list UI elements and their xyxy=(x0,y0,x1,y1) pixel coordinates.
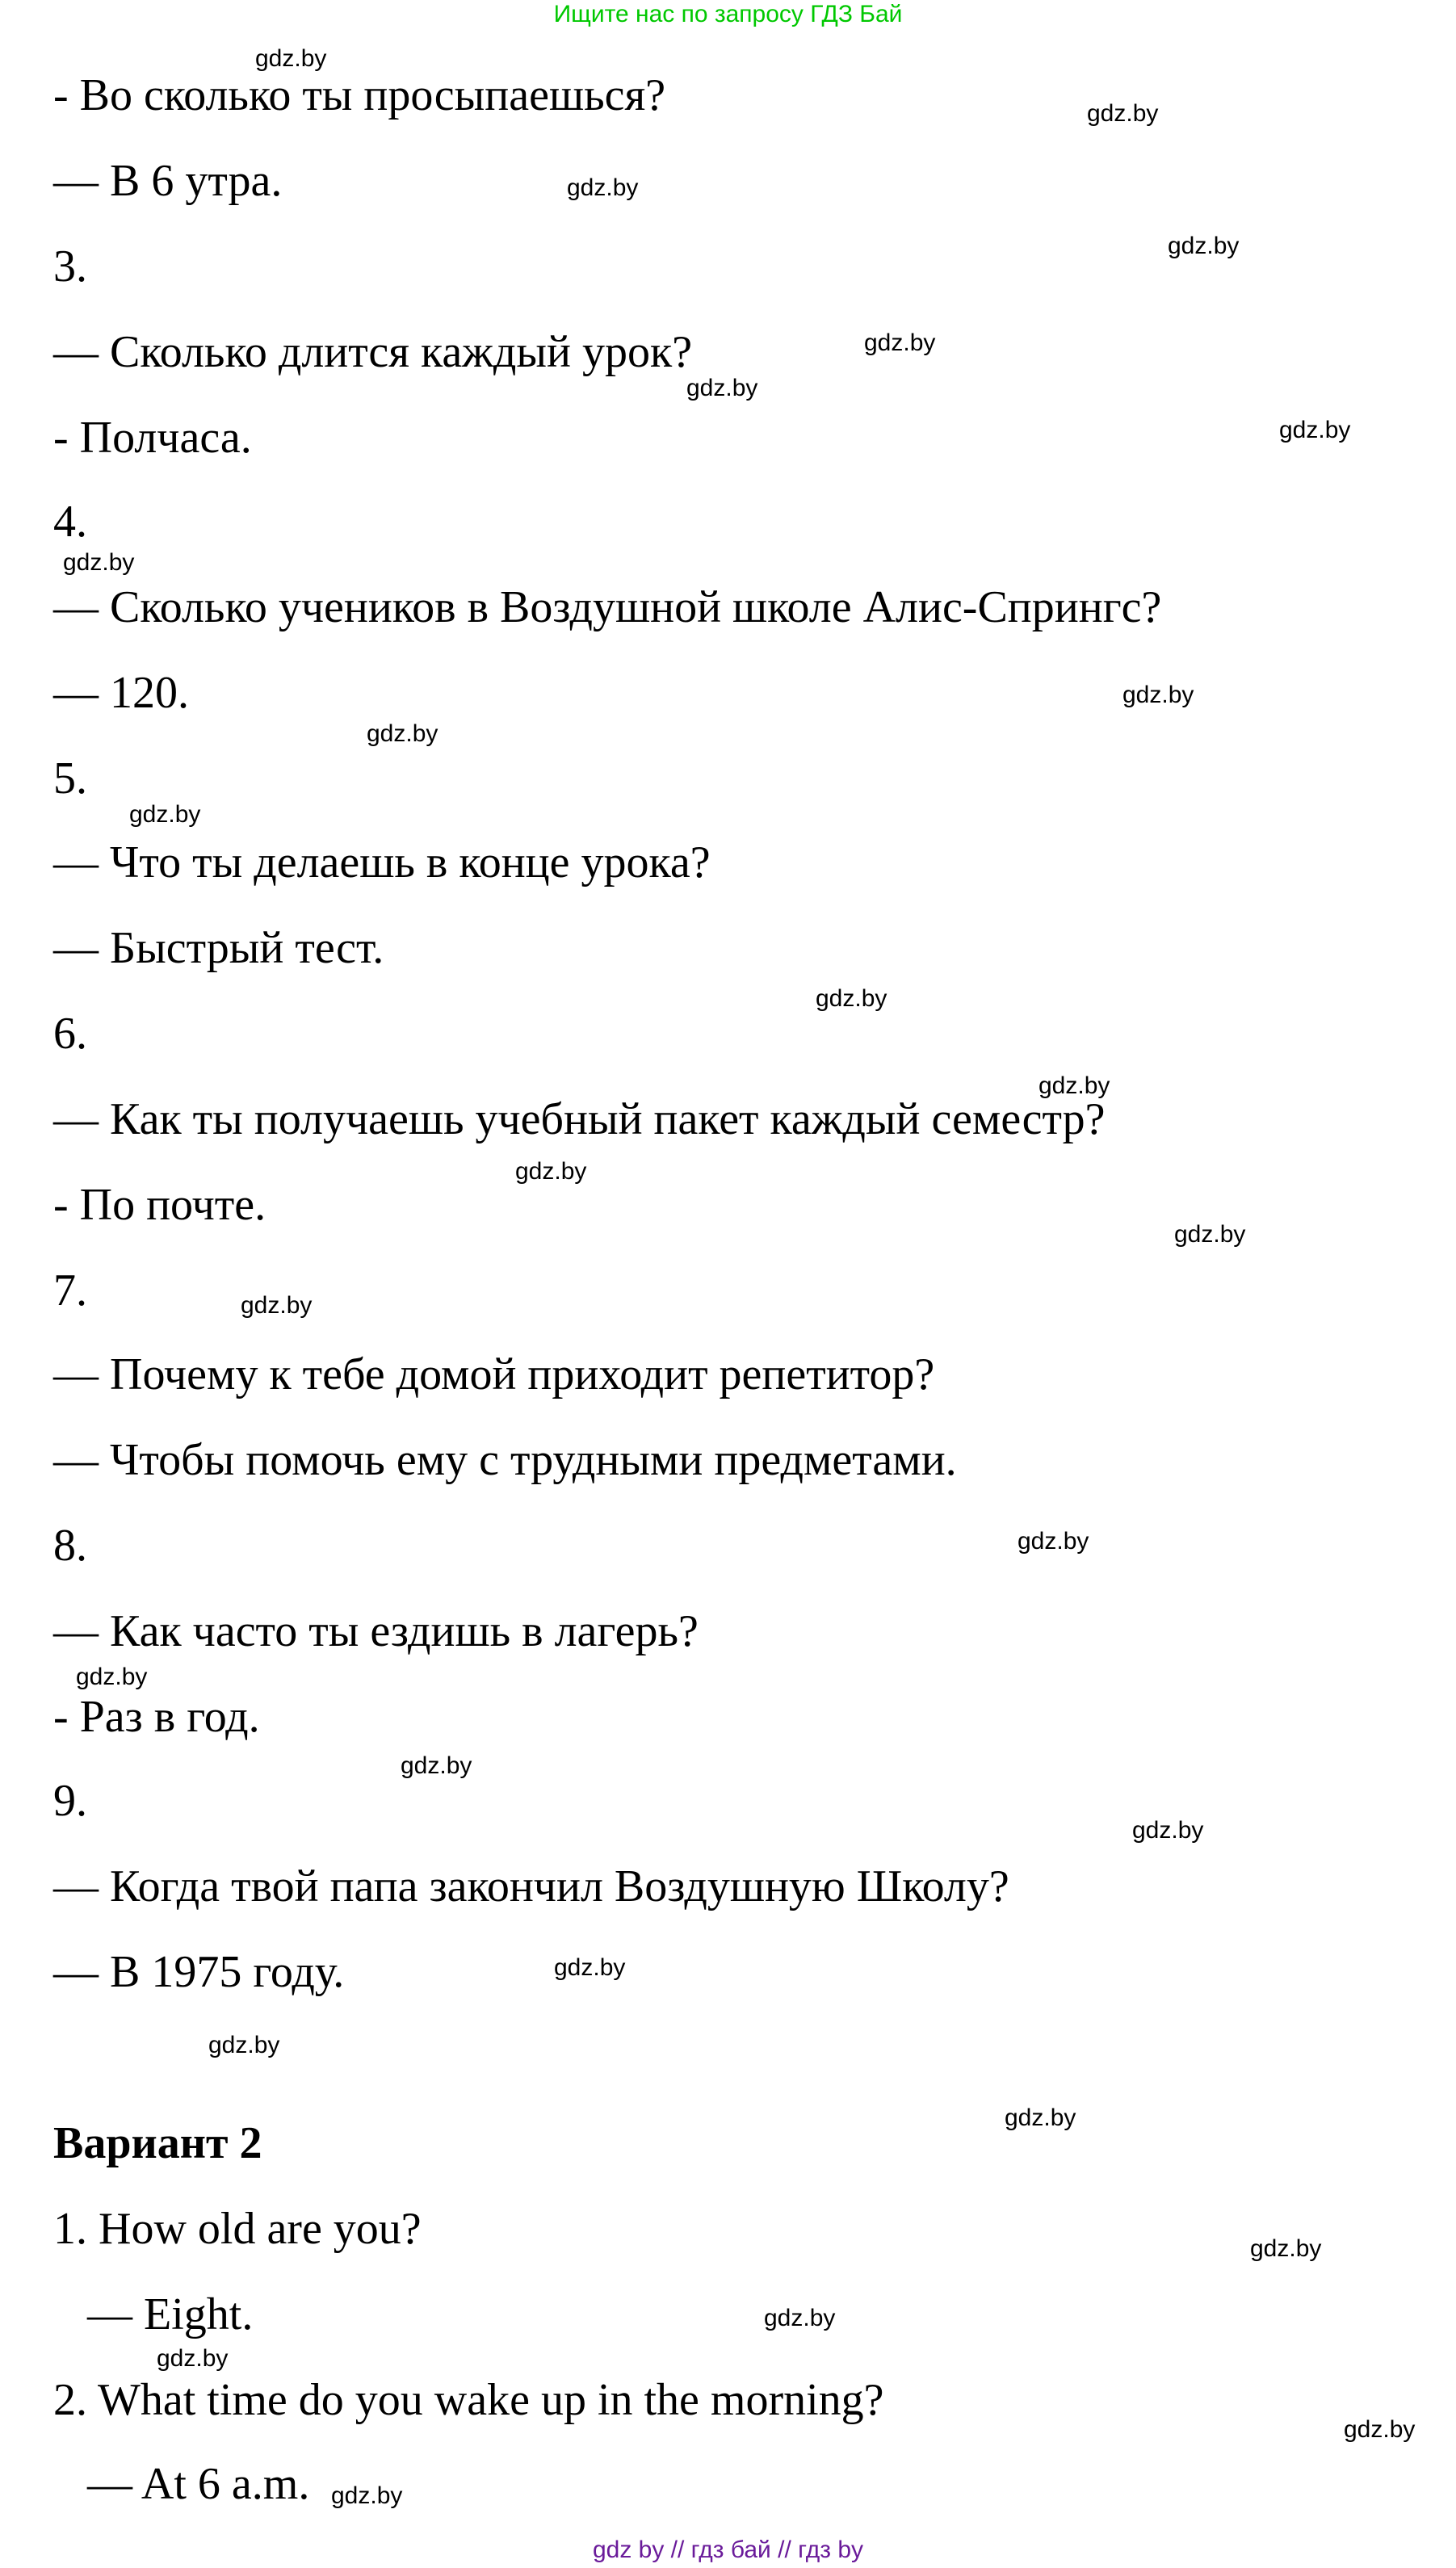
v1-q9-number: 9. xyxy=(53,1776,87,1826)
watermark: gdz.by xyxy=(1087,100,1159,127)
v1-q9-question: — Когда твой папа закончил Воздушную Школу? xyxy=(53,1861,1009,1911)
watermark: gdz.by xyxy=(864,329,936,356)
watermark: gdz.by xyxy=(1018,1528,1089,1555)
v1-q3-number: 3. xyxy=(53,241,87,292)
v1-q8-number: 8. xyxy=(53,1521,87,1571)
watermark: gdz.by xyxy=(1250,2235,1322,2262)
v2-q2-question: 2. What time do you wake up in the morning? xyxy=(53,2375,884,2425)
v1-q4-question: — Сколько учеников в Воздушной школе Алис-Спрингс? xyxy=(53,582,1162,632)
watermark: gdz.by xyxy=(1005,2104,1076,2131)
watermark: gdz.by xyxy=(764,2305,836,2331)
v1-q2-answer: — В 6 утра. xyxy=(53,156,283,206)
watermark: gdz.by xyxy=(129,801,201,828)
v1-q6-number: 6. xyxy=(53,1009,87,1059)
watermark: gdz.by xyxy=(1132,1817,1204,1844)
watermark: gdz.by xyxy=(401,1752,472,1779)
v1-q8-question: — Как часто ты ездишь в лагерь? xyxy=(53,1606,699,1656)
watermark: gdz.by xyxy=(367,720,438,747)
watermark: gdz.by xyxy=(1122,682,1194,708)
watermark: gdz.by xyxy=(816,985,887,1012)
v1-q7-answer: — Чтобы помочь ему с трудными предметами. xyxy=(53,1435,957,1485)
v1-q5-question: — Что ты делаешь в конце урока? xyxy=(53,837,711,887)
v1-q2-question: - Во сколько ты просыпаешься? xyxy=(53,70,666,120)
watermark: gdz.by xyxy=(515,1158,587,1185)
v1-q6-question: — Как ты получаешь учебный пакет каждый семестр? xyxy=(53,1094,1106,1144)
watermark: gdz.by xyxy=(63,549,135,576)
v1-q7-question: — Почему к тебе домой приходит репетитор? xyxy=(53,1349,935,1399)
watermark: gdz.by xyxy=(554,1954,626,1981)
v1-q9-answer: — В 1975 году. xyxy=(53,1947,345,1997)
variant2-heading: Вариант 2 xyxy=(53,2118,262,2168)
v1-q8-answer: - Раз в год. xyxy=(53,1692,260,1742)
watermark: gdz.by xyxy=(157,2345,229,2372)
watermark: gdz.by xyxy=(1344,2416,1416,2443)
v2-q1-question: 1. How old are you? xyxy=(53,2204,422,2254)
watermark: gdz.by xyxy=(208,2032,280,2058)
watermark: gdz.by xyxy=(1279,417,1351,443)
v2-q2-answer: — At 6 a.m. xyxy=(87,2459,310,2509)
v2-q1-answer: — Eight. xyxy=(87,2289,254,2339)
search-prompt-banner: Ищите нас по запросу ГДЗ Бай xyxy=(553,1,903,27)
footer-watermark: gdz by // гдз бай // гдз by xyxy=(592,2537,864,2563)
v1-q5-number: 5. xyxy=(53,753,87,804)
watermark: gdz.by xyxy=(1174,1221,1246,1248)
v1-q6-answer: - По почте. xyxy=(53,1180,266,1230)
watermark: gdz.by xyxy=(76,1664,148,1690)
watermark: gdz.by xyxy=(241,1292,313,1319)
v1-q7-number: 7. xyxy=(53,1265,87,1315)
v1-q3-answer: - Полчаса. xyxy=(53,413,252,463)
watermark: gdz.by xyxy=(1168,233,1240,259)
v1-q4-number: 4. xyxy=(53,497,87,547)
v1-q3-question: — Сколько длится каждый урок? xyxy=(53,327,693,377)
watermark: gdz.by xyxy=(567,174,639,201)
watermark: gdz.by xyxy=(686,375,758,401)
v1-q4-answer: — 120. xyxy=(53,668,189,718)
watermark: gdz.by xyxy=(255,45,327,72)
watermark: gdz.by xyxy=(331,2482,403,2509)
v1-q5-answer: — Быстрый тест. xyxy=(53,923,384,973)
watermark: gdz.by xyxy=(1039,1072,1110,1099)
